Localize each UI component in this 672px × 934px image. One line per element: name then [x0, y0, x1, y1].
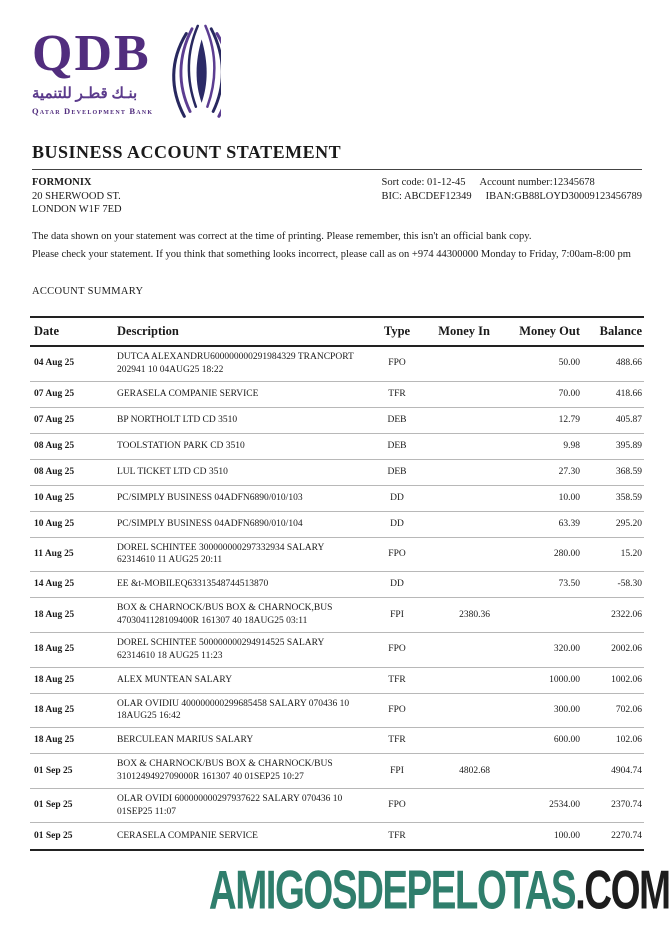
- account-summary-label: ACCOUNT SUMMARY: [32, 286, 144, 297]
- transaction-description: LUL TICKET LTD CD 3510: [117, 466, 228, 477]
- account-details-line2: [382, 190, 643, 204]
- transaction-type: DEB: [387, 466, 407, 477]
- transaction-type: TFR: [388, 830, 406, 841]
- table-row: [30, 460, 644, 486]
- transaction-balance: -58.30: [617, 579, 642, 590]
- transaction-type: TFR: [388, 388, 406, 399]
- bank-acronym: QDB: [32, 25, 151, 82]
- transaction-balance: 488.66: [615, 358, 642, 369]
- transaction-date: 18 Aug 25: [34, 704, 75, 715]
- transaction-money-out: 70.00: [558, 388, 580, 399]
- transaction-balance: 1002.06: [611, 674, 642, 685]
- transaction-type: FPO: [388, 800, 406, 811]
- account-number-label: Account number:: [479, 177, 553, 188]
- bank-name-arabic: بنـك قطـر للتنمية: [32, 86, 138, 102]
- sort-code-value: 01-12-45: [427, 177, 466, 188]
- bic-value: ABCDEF12349: [403, 190, 472, 202]
- transaction-description: OLAR OVIDIU 400000000299685458 SALARY 070436 10 18AUG25 16:42: [117, 698, 350, 722]
- transaction-type: DEB: [387, 440, 407, 451]
- transaction-money-out: 300.00: [553, 704, 580, 715]
- bank-logo: [32, 26, 221, 129]
- transaction-type: FPO: [388, 549, 406, 560]
- account-holder-address-line1: 20 SHERWOOD ST.: [32, 190, 121, 202]
- transaction-date: 07 Aug 25: [34, 414, 75, 425]
- table-row: [30, 823, 644, 849]
- transaction-date: 10 Aug 25: [34, 518, 75, 529]
- transaction-balance: 702.06: [615, 704, 642, 715]
- transaction-money-out: 10.00: [558, 492, 580, 503]
- account-holder-name: FORMONIX: [32, 177, 92, 188]
- transaction-description: ALEX MUNTEAN SALARY: [117, 674, 233, 685]
- transaction-balance: 2270.74: [611, 830, 642, 841]
- transaction-date: 08 Aug 25: [34, 466, 75, 477]
- bic-label: BIC:: [381, 190, 402, 202]
- transaction-description: DOREL SCHINTEE 300000000297332934 SALARY 62314610 11 AUG25 20:11: [117, 542, 324, 566]
- qdb-flame-emblem-icon: [163, 24, 221, 129]
- iban-label: IBAN:: [485, 190, 515, 202]
- transaction-date: 01 Sep 25: [34, 765, 73, 776]
- transaction-date: 11 Aug 25: [34, 549, 74, 560]
- table-row: [30, 789, 644, 824]
- col-header-balance: Balance: [599, 324, 642, 339]
- transaction-date: 10 Aug 25: [34, 492, 75, 503]
- table-row: [30, 408, 644, 434]
- title-divider: [32, 169, 642, 170]
- table-row: [30, 382, 644, 408]
- disclaimer-line1: The data shown on your statement was correct at the time of printing. Please remember, this isn't an official bank copy.: [32, 231, 532, 242]
- transaction-money-out: 50.00: [558, 358, 580, 369]
- col-header-money-out: Money Out: [519, 324, 580, 339]
- col-header-type: Type: [383, 324, 411, 339]
- account-details-block: [382, 176, 643, 217]
- transaction-money-out: 73.50: [558, 579, 580, 590]
- col-header-date: Date: [34, 324, 59, 339]
- transaction-date: 07 Aug 25: [34, 388, 75, 399]
- transaction-money-out: 2534.00: [549, 800, 580, 811]
- transaction-date: 18 Aug 25: [34, 609, 75, 620]
- page-title: BUSINESS ACCOUNT STATEMENT: [32, 142, 342, 162]
- transaction-money-in: 4802.68: [459, 765, 490, 776]
- transaction-money-out: 280.00: [553, 549, 580, 560]
- account-holder-block: [32, 176, 122, 217]
- transaction-balance: 358.59: [615, 492, 642, 503]
- col-header-money-in: Money In: [438, 324, 490, 339]
- transaction-date: 18 Aug 25: [34, 735, 75, 746]
- transaction-money-out: 12.79: [558, 414, 580, 425]
- transaction-balance: 418.66: [615, 388, 642, 399]
- transaction-description: BOX & CHARNOCK/BUS BOX & CHARNOCK,BUS 4703041128109400R 161307 40 18AUG25 03:11: [117, 603, 333, 627]
- transaction-description: TOOLSTATION PARK CD 3510: [117, 440, 245, 451]
- table-row: [30, 728, 644, 754]
- account-info-row: [32, 176, 642, 217]
- transaction-date: 01 Sep 25: [34, 830, 73, 841]
- transaction-description: BP NORTHOLT LTD CD 3510: [117, 414, 238, 425]
- transaction-type: FPI: [390, 609, 404, 620]
- transaction-description: BOX & CHARNOCK/BUS BOX & CHARNOCK/BUS 3101249492709000R 161307 40 01SEP25 10:27: [117, 759, 333, 782]
- table-row: [30, 434, 644, 460]
- transaction-date: 18 Aug 25: [34, 644, 75, 655]
- transaction-type: TFR: [388, 735, 406, 746]
- bank-name: Qatar Development Bank: [32, 106, 154, 116]
- transaction-description: DOREL SCHINTEE 500000000294914525 SALARY 62314610 18 AUG25 11:23: [117, 637, 324, 661]
- disclaimer-block: [32, 228, 642, 264]
- transaction-balance: 15.20: [620, 549, 642, 560]
- transaction-description: DUTCA ALEXANDRU600000000291984329 TRANCPORT 202941 10 04AUG25 18:22: [117, 352, 354, 375]
- table-row: [30, 668, 644, 694]
- iban-value: GB88LOYD30009123456789: [514, 190, 642, 202]
- transaction-type: DD: [390, 492, 404, 503]
- col-header-description: Description: [117, 324, 179, 339]
- transaction-money-out: 27.30: [558, 466, 580, 477]
- sort-code-label: Sort code:: [381, 177, 425, 188]
- transaction-balance: 102.06: [615, 735, 642, 746]
- transaction-type: DD: [390, 579, 404, 590]
- transaction-date: 08 Aug 25: [34, 440, 75, 451]
- table-row: [30, 633, 644, 668]
- transaction-date: 04 Aug 25: [34, 358, 75, 369]
- transaction-description: PC/SIMPLY BUSINESS 04ADFN6890/010/104: [117, 518, 303, 529]
- transaction-type: DEB: [387, 414, 407, 425]
- table-row: [30, 538, 644, 573]
- table-row: [30, 598, 644, 633]
- transaction-description: PC/SIMPLY BUSINESS 04ADFN6890/010/103: [117, 492, 303, 503]
- transaction-date: 18 Aug 25: [34, 674, 75, 685]
- table-row: [30, 347, 644, 382]
- table-row: [30, 486, 644, 512]
- transaction-type: TFR: [388, 674, 406, 685]
- transaction-money-out: 600.00: [553, 735, 580, 746]
- transaction-description: OLAR OVIDI 600000000297937622 SALARY 070436 10 01SEP25 11:07: [117, 793, 343, 817]
- transaction-type: FPO: [388, 704, 406, 715]
- watermark: [209, 860, 670, 922]
- statement-table-body: [30, 347, 644, 849]
- statement-table-header: [30, 318, 644, 347]
- transaction-money-out: 63.39: [558, 518, 580, 529]
- disclaimer-line2: Please check your statement. If you think that something looks incorrect, please call as on +974 44300000 Monday to Friday, 7:00am-8:00 pm: [32, 248, 631, 260]
- transaction-type: DD: [390, 518, 404, 529]
- transaction-balance: 4904.74: [611, 765, 642, 776]
- transaction-balance: 295.20: [615, 518, 642, 529]
- table-row: [30, 572, 644, 598]
- statement-table: [30, 316, 644, 851]
- transaction-description: BERCULEAN MARIUS SALARY: [117, 735, 254, 746]
- account-number-value: 12345678: [552, 177, 595, 188]
- transaction-date: 01 Sep 25: [34, 800, 73, 811]
- transaction-description: GERASELA COMPANIE SERVICE: [117, 388, 259, 399]
- transaction-balance: 2322.06: [611, 609, 642, 620]
- transaction-money-out: 100.00: [553, 830, 580, 841]
- transaction-balance: 395.89: [615, 440, 642, 451]
- bank-logo-text: [32, 26, 153, 116]
- transaction-balance: 368.59: [615, 466, 642, 477]
- watermark-secondary: .COM: [575, 860, 670, 922]
- transaction-balance: 405.87: [615, 414, 642, 425]
- transaction-type: FPO: [388, 358, 406, 369]
- transaction-balance: 2002.06: [611, 644, 642, 655]
- transaction-money-out: 9.98: [563, 440, 580, 451]
- watermark-primary: AMIGOSDEPELOTAS: [209, 860, 576, 922]
- transaction-type: FPO: [388, 644, 406, 655]
- table-row: [30, 754, 644, 789]
- account-holder-address-line2: LONDON W1F 7ED: [32, 204, 122, 216]
- table-row: [30, 512, 644, 538]
- transaction-money-out: 320.00: [553, 644, 580, 655]
- transaction-type: FPI: [390, 765, 404, 776]
- transaction-date: 14 Aug 25: [34, 579, 75, 590]
- table-row: [30, 694, 644, 729]
- account-details-line1: [382, 176, 643, 190]
- transaction-description: EE &t-MOBILEQ63313548744513870: [117, 579, 269, 590]
- transaction-money-out: 1000.00: [549, 674, 580, 685]
- transaction-money-in: 2380.36: [459, 609, 490, 620]
- transaction-description: CERASELA COMPANIE SERVICE: [117, 830, 258, 841]
- transaction-balance: 2370.74: [611, 800, 642, 811]
